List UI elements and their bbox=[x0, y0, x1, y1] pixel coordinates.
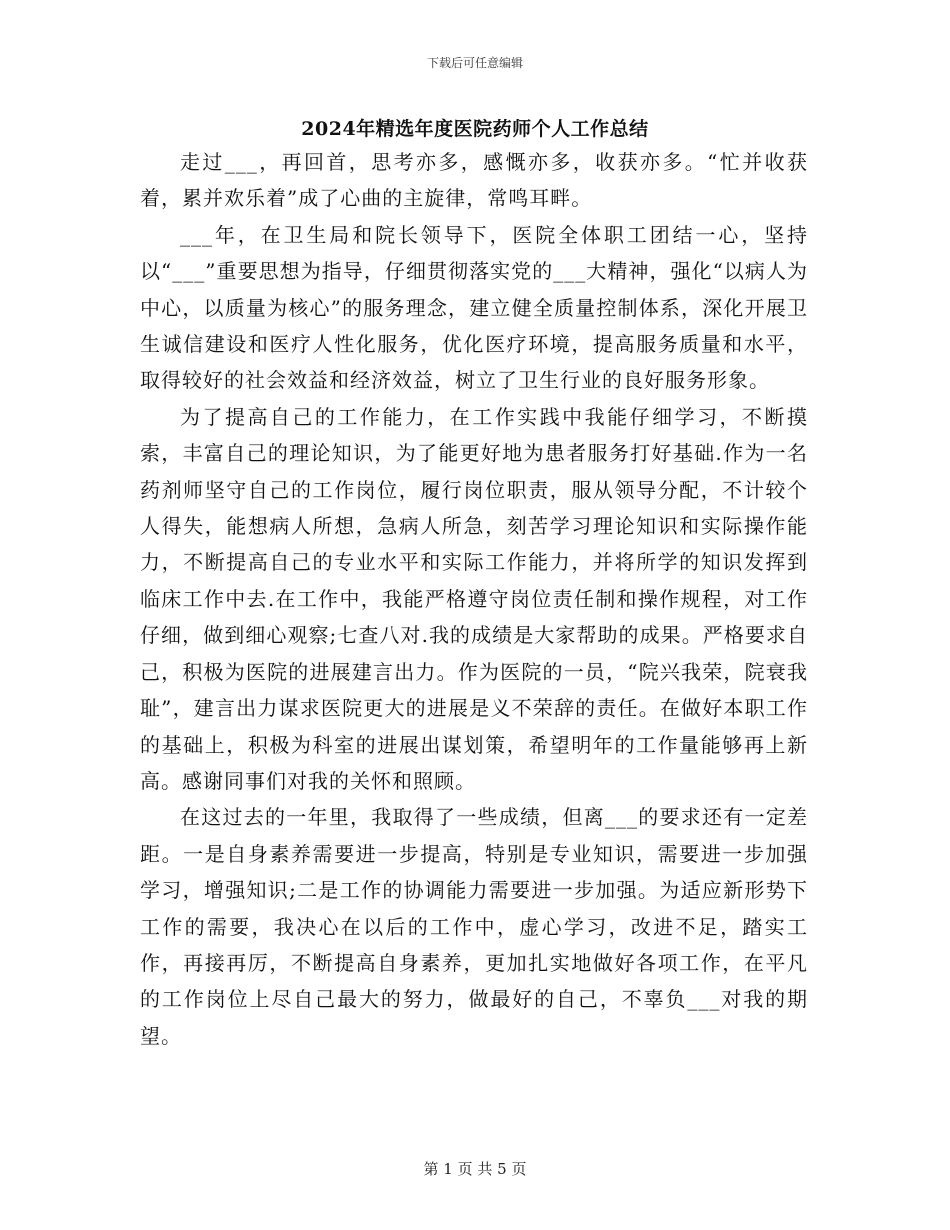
document-body bbox=[140, 144, 808, 1054]
paragraph-1: 走过___，再回首，思考亦多，感慨亦多，收获亦多。“忙并收获着，累并欢乐着”成了心曲的主旋律，常鸣耳畔。 bbox=[140, 150, 808, 211]
paragraph-3: 为了提高自己的工作能力，在工作实践中我能仔细学习，不断摸索，丰富自己的理论知识，为了能更好地为患者服务打好基础.作为一名药剂师坚守自己的工作岗位，履行岗位职责，服从领导分配，不计较个人得失，能想病人所想，急病人所急，刻苦学习理论知识和实际操作能力，不断提高自己的专业水平和实际工作能力，并将所学的知识发挥到临床工作中去.在工作中，我能严格遵守岗位责任制和操作规程，对工作仔细，做到细心观察;七查八对.我的成绩是大家帮助的成果。严格要求自己，积极为医院的进展建言出力。作为医院的一员，“院兴我荣，院衰我耻”，建言出力谋求医院更大的进展是义不荣辞的责任。在做好本职工作的基础上，积极为科室的进展出谋划策，希望明年的工作量能够再上新高。感谢同事们对我的关怀和照顾。 bbox=[140, 404, 808, 793]
page-number: 第 1 页 共 5 页 bbox=[423, 1160, 527, 1178]
paragraph-2: ___年，在卫生局和院长领导下，医院全体职工团结一心，坚持以“___”重要思想为指导，仔细贯彻落实党的___大精神，强化“以病人为中心，以质量为核心”的服务理念，建立健全质量控制体系，深化开展卫生诚信建设和医疗人性化服务，优化医疗环境，提高服务质量和水平，取得较好的社会效益和经济效益，树立了卫生行业的良好服务形象。 bbox=[140, 222, 808, 393]
document-title: 2024年精选年度医院药师个人工作总结 bbox=[301, 118, 649, 140]
paragraph-4: 在这过去的一年里，我取得了一些成绩，但离___的要求还有一定差距。一是自身素养需要进一步提高，特别是专业知识，需要进一步加强学习，增强知识;二是工作的协调能力需要进一步加强。为适应新形势下工作的需要，我决心在以后的工作中，虚心学习，改进不足，踏实工作，再接再厉，不断提高自身素养，更加扎实地做好各项工作，在平凡的工作岗位上尽自己最大的努力，做最好的自己，不辜负___对我的期望。 bbox=[140, 805, 808, 1048]
header-note: 下载后可任意编辑 bbox=[426, 56, 523, 70]
